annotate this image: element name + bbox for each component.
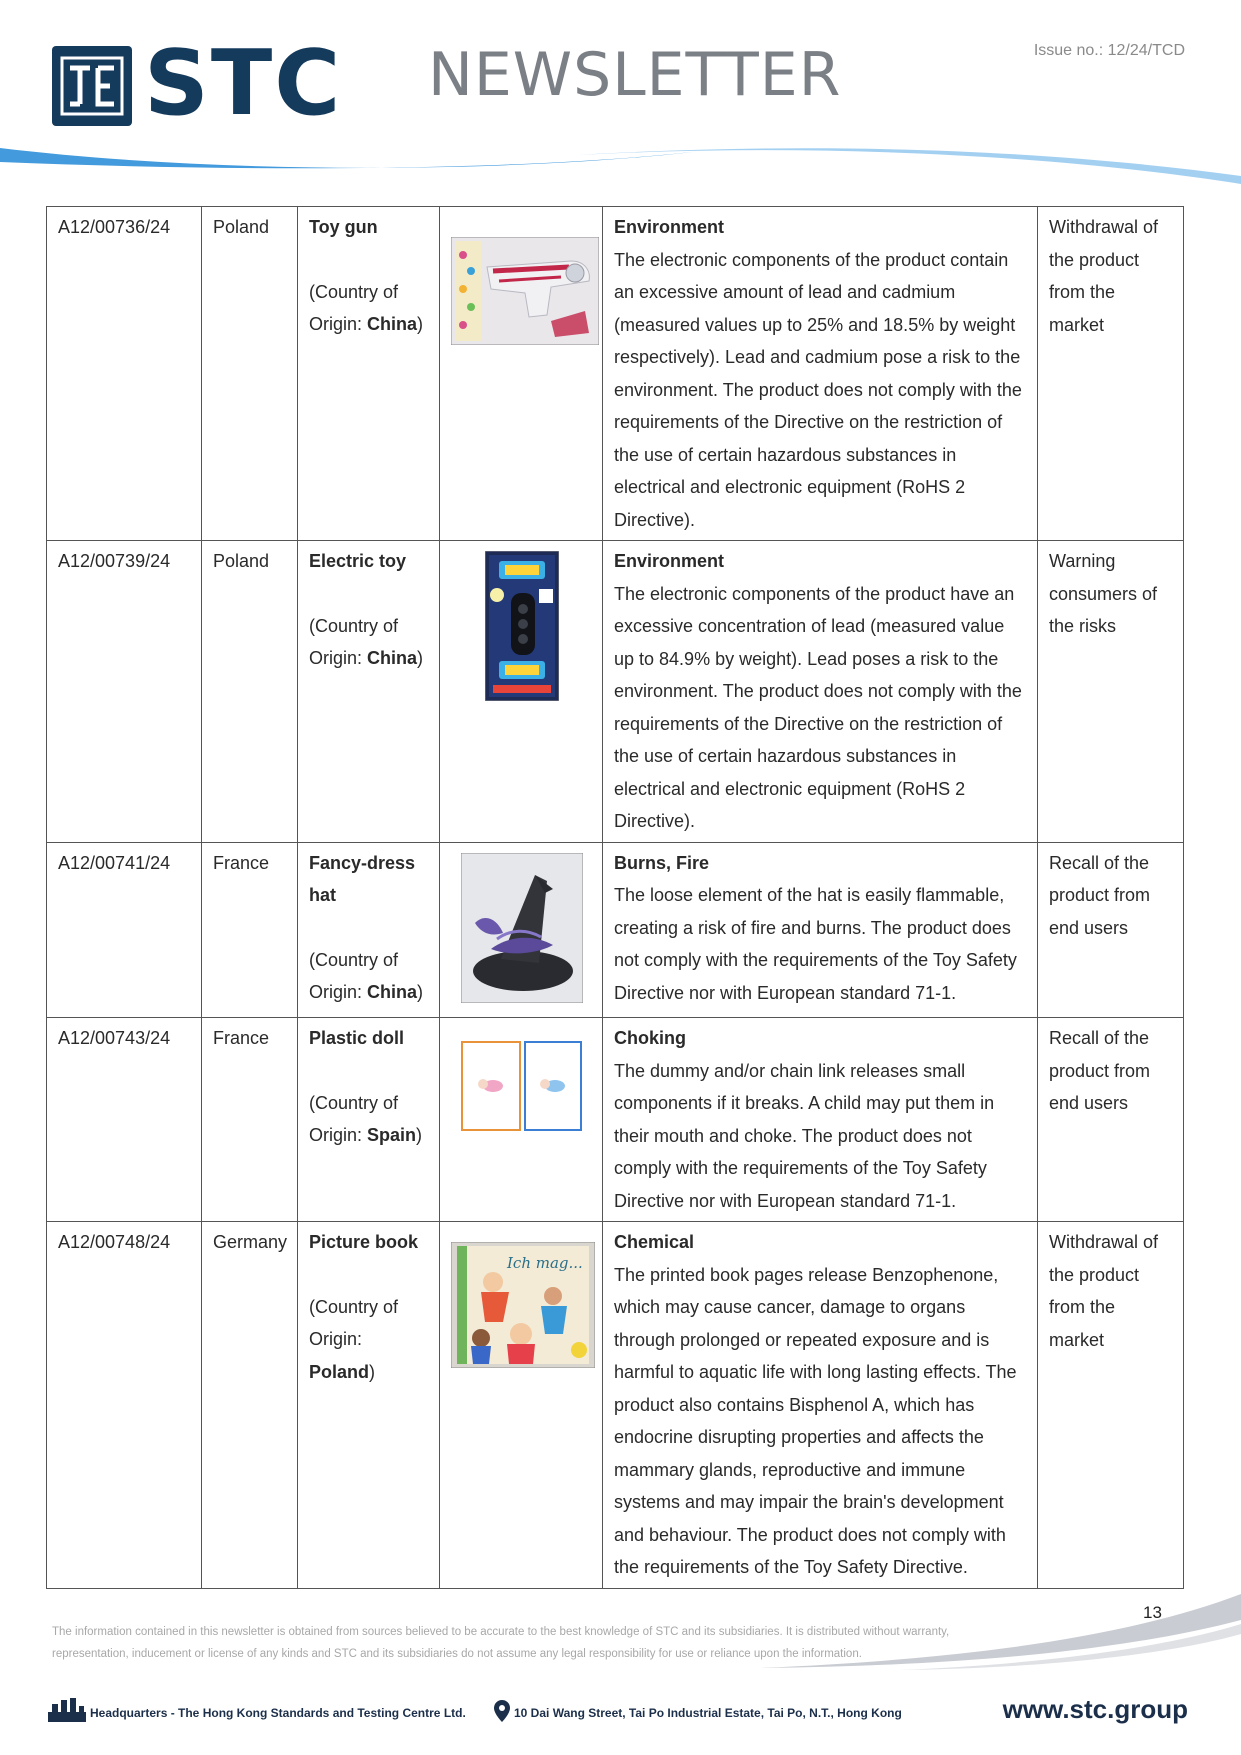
book-cover-text: Ich mag... <box>507 1254 583 1272</box>
risk-cell <box>603 541 1038 843</box>
product-cell <box>298 207 440 541</box>
origin-label: (Country of <box>309 1296 399 1317</box>
measure-cell: Warning consumers of the risks <box>1038 541 1184 843</box>
risk-type: Choking <box>614 1028 686 1048</box>
origin-label: (Country of <box>309 615 399 636</box>
location-pin-icon <box>494 1700 510 1722</box>
origin-line: Poland) <box>309 1361 376 1382</box>
risk-cell <box>603 207 1038 541</box>
risk-description: The electronic components of the product have an excessive concentration of lead (measured value up to 84.9% by weight). Lead poses a risk to the environment. The product does not comply with the requirements of the Directive on the restriction of the use of certain hazardous substances in electrical and electronic equipment (RoHS 2 Directive). <box>614 583 1022 831</box>
header-swoosh-icon <box>0 140 1241 190</box>
risk-type: Environment <box>614 217 725 237</box>
product-cell <box>298 1018 440 1222</box>
product-cell <box>298 541 440 843</box>
measure-cell: Withdrawal of the product from the market <box>1038 207 1184 541</box>
product-name: Electric toy <box>309 551 407 571</box>
product-cell <box>298 842 440 1018</box>
risk-description: The loose element of the hat is easily flammable, creating a risk of fire and burns. The product does not comply with the requirements of the Toy Safety Directive nor with European standard 71-1. <box>614 885 1017 1003</box>
stc-logo <box>52 31 352 136</box>
product-name: Picture book <box>309 1232 419 1252</box>
risk-cell <box>603 842 1038 1018</box>
risk-type: Environment <box>614 551 725 571</box>
page-number: 13 <box>1143 1603 1162 1622</box>
toy-gun-photo-icon <box>451 237 599 345</box>
origin-label: (Country of <box>309 281 399 302</box>
product-cell <box>298 1222 440 1589</box>
website-link[interactable]: www.stc.group <box>1002 1694 1188 1724</box>
country-cell: Poland <box>202 541 298 843</box>
origin-label: (Country of <box>309 949 399 970</box>
footer-bar <box>48 1692 1188 1732</box>
image-cell <box>440 842 603 1018</box>
rapex-notification-table <box>46 206 1184 1589</box>
reference-cell: A12/00741/24 <box>47 842 202 1018</box>
risk-type: Burns, Fire <box>614 852 710 873</box>
measure-cell: Withdrawal of the product from the market <box>1038 1222 1184 1589</box>
table-row <box>47 1018 1184 1222</box>
table-row <box>47 207 1184 541</box>
origin-country: China <box>367 314 418 334</box>
witch-hat-photo-icon <box>461 853 583 1003</box>
plastic-doll-photo-icon <box>461 1040 583 1132</box>
product-name: Fancy-dress hat <box>309 852 416 905</box>
issue-number: Issue no.: 12/24/TCD <box>1033 42 1185 59</box>
table-row <box>47 1222 1184 1589</box>
risk-description: The electronic components of the product contain an excessive amount of lead and cadmium (measured values up to 25% and 18.5% by weight respectively). Lead and cadmium pose a risk to the environment. The product does not comply with the requirements of the Directive on the restriction of the use of certain hazardous substances in electrical and electronic equipment (RoHS 2 Directive). <box>614 249 1022 530</box>
country-cell: Germany <box>202 1222 298 1589</box>
risk-description: The printed book pages release Benzophenone, which may cause cancer, damage to organs through prolonged or repeated exposure and is harmful to aquatic life with long lasting effects. The product also contains Bisphenol A, which has endocrine disrupting properties and affects the mammary glands, reproductive and immune systems and may impair the brain's development and behaviour. The product does not comply with the requirements of the Toy Safety Directive. <box>614 1264 1017 1577</box>
origin-label: (Country of <box>309 1092 399 1113</box>
country-cell: France <box>202 1018 298 1222</box>
measure-cell: Recall of the product from end users <box>1038 842 1184 1018</box>
origin-prefix: Origin: <box>309 1329 363 1349</box>
page-header <box>0 0 1241 200</box>
image-cell <box>440 541 603 843</box>
picture-book-photo-icon <box>451 1242 595 1368</box>
newsletter-title: NEWSLETTER <box>428 40 842 110</box>
electric-toy-photo-icon <box>485 551 559 701</box>
headquarters-text: Headquarters - The Hong Kong Standards and Testing Centre Ltd. <box>90 1706 466 1720</box>
table-row <box>47 541 1184 843</box>
image-cell <box>440 1222 603 1589</box>
stc-logo-mark-icon <box>52 46 132 126</box>
reference-cell: A12/00748/24 <box>47 1222 202 1589</box>
risk-cell <box>603 1222 1038 1589</box>
stc-logo-text: STC <box>144 31 343 136</box>
disclaimer: The information contained in this newsletter is obtained from sources believed to be accurate to the best knowledge of STC and its subsidiaries. It is distributed without warranty, representation, inducement or license of any kinds and STC and its subsidiaries do not assume any legal responsibility for use or reliance upon the information. <box>52 1626 950 1660</box>
origin-country: Poland <box>309 1361 370 1382</box>
risk-description: The dummy and/or chain link releases small components if it breaks. A child may put them in their mouth and choke. The product does not comply with the requirements of the Toy Safety Directive nor with European standard 71-1. <box>614 1060 995 1211</box>
origin-country: China <box>367 648 418 668</box>
address-text: 10 Dai Wang Street, Tai Po Industrial Estate, Tai Po, N.T., Hong Kong <box>514 1706 902 1720</box>
origin-line: Origin: China) <box>309 314 424 334</box>
origin-line: Origin: China) <box>309 648 424 668</box>
table-row <box>47 842 1184 1018</box>
reference-cell: A12/00739/24 <box>47 541 202 843</box>
product-name: Toy gun <box>309 217 378 237</box>
country-cell: France <box>202 842 298 1018</box>
risk-type: Chemical <box>614 1232 695 1252</box>
product-name: Plastic doll <box>309 1028 405 1048</box>
origin-country: Spain <box>367 1125 417 1145</box>
origin-line: Origin: China) <box>309 982 424 1002</box>
country-cell: Poland <box>202 207 298 541</box>
origin-line: Origin: Spain) <box>309 1125 423 1145</box>
origin-country: China <box>367 982 418 1002</box>
image-cell <box>440 1018 603 1222</box>
measure-cell: Recall of the product from end users <box>1038 1018 1184 1222</box>
risk-cell <box>603 1018 1038 1222</box>
image-cell <box>440 207 603 541</box>
building-icon <box>48 1698 86 1722</box>
reference-cell: A12/00736/24 <box>47 207 202 541</box>
reference-cell: A12/00743/24 <box>47 1018 202 1222</box>
